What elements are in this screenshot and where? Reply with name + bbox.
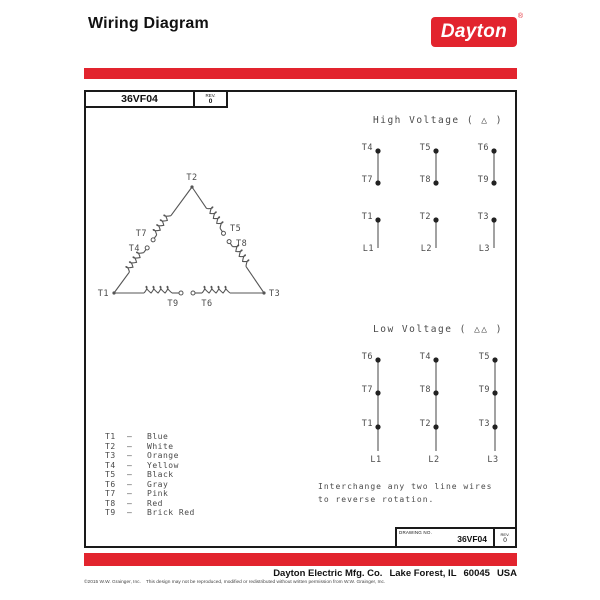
lv-label: L3 (487, 455, 499, 465)
legend-terminal: T7 (105, 489, 116, 498)
hv-label: T3 (477, 212, 489, 222)
drawing-rev-cell (493, 527, 517, 548)
legend-terminal: T3 (105, 451, 116, 460)
lv-label: T9 (478, 385, 490, 395)
legend-row (105, 508, 195, 518)
legend-row (105, 489, 195, 499)
lv-label: T6 (361, 352, 373, 362)
footer-company-line (84, 568, 517, 579)
hv-label: T1 (361, 212, 373, 222)
delta-label-t1: T1 (97, 289, 109, 299)
rotation-note-line1: Interchange any two line wires (318, 482, 493, 491)
hv-jumper-1 (362, 143, 381, 186)
hv-jumper-3 (478, 143, 497, 186)
hv-label: T6 (477, 143, 489, 153)
dayton-logo (431, 13, 523, 47)
delta-right-winding (190, 184, 269, 294)
rotation-note (318, 480, 493, 506)
legend-dash: — (127, 451, 133, 460)
drawing-rev-value: 0 (503, 536, 507, 544)
legend-row (105, 499, 195, 509)
legend-dash: — (127, 489, 133, 498)
copyright-notice: This design may not be reproduced, modified or redistributed without written permission from W.W. Grainger, Inc. (145, 580, 386, 585)
footer-company: Dayton Electric Mfg. Co. (273, 568, 383, 579)
header-rule-bar (84, 68, 517, 79)
lv-label: L2 (428, 455, 440, 465)
hv-label: T8 (419, 175, 431, 185)
low-voltage-diagram (337, 318, 519, 478)
lv-label: T4 (419, 352, 431, 362)
legend-dash: — (127, 479, 133, 489)
wire-color-legend (105, 432, 195, 518)
vertex-dot-t2 (190, 185, 193, 188)
high-voltage-title: High Voltage ( △ ) (373, 115, 503, 126)
lv-label: T1 (361, 419, 373, 429)
legend-terminal: T8 (105, 498, 116, 508)
drawing-number-cell (395, 527, 495, 548)
legend-color: Gray (147, 479, 169, 489)
hv-lead-2 (420, 212, 439, 254)
legend-terminal: T4 (105, 460, 116, 470)
legend-terminal: T1 (105, 432, 116, 441)
registered-trademark-icon: ® (517, 13, 523, 20)
copyright-year: ©2015 W.W. Grainger, Inc. (84, 580, 141, 585)
legend-color: Pink (147, 489, 169, 498)
lv-label: T2 (419, 419, 431, 429)
hv-label: L1 (362, 244, 374, 254)
drawing-sheet-border (84, 90, 517, 548)
title-block-drawing-no: 36VF04 (84, 90, 195, 108)
legend-terminal: T5 (105, 470, 116, 479)
legend-color: Brick Red (147, 508, 195, 517)
delta-label-t6: T6 (201, 299, 213, 309)
legend-dash: — (127, 441, 133, 451)
legend-row (105, 470, 195, 480)
dayton-logo-text: Dayton (440, 21, 508, 42)
drawing-no-value: 36VF04 (457, 534, 487, 544)
legend-dash: — (127, 498, 133, 508)
footer-rule-bar (84, 553, 517, 566)
hv-label: T7 (361, 175, 373, 185)
lv-column-1 (362, 352, 382, 465)
legend-terminal: T6 (105, 479, 116, 489)
delta-label-t9: T9 (167, 299, 179, 309)
footer-country: USA (496, 568, 517, 579)
delta-label-t4: T4 (128, 244, 140, 254)
legend-color: Red (147, 498, 163, 508)
legend-color: White (147, 441, 174, 451)
delta-label-t2: T2 (186, 173, 198, 183)
footer-zip: 60045 (463, 568, 490, 579)
legend-row (105, 451, 195, 461)
footer-city: Lake Forest, IL (389, 568, 457, 579)
delta-label-t8: T8 (236, 239, 248, 249)
lv-label: T3 (478, 419, 490, 429)
lv-label: T8 (419, 385, 431, 395)
vertex-dot-t1 (112, 291, 115, 294)
legend-terminal: T9 (105, 508, 116, 517)
footer-copyright-line (84, 580, 517, 585)
hv-jumper-2 (420, 143, 439, 186)
hv-lead-1 (362, 212, 381, 254)
low-voltage-title: Low Voltage ( △△ ) (373, 324, 503, 335)
delta-left-winding (109, 183, 193, 294)
lv-label: L1 (370, 455, 382, 465)
legend-dash: — (127, 470, 133, 479)
rev-label: REV. (205, 93, 216, 98)
lv-column-2 (420, 352, 440, 465)
hv-label: T4 (361, 143, 373, 153)
legend-dash: — (127, 508, 133, 517)
legend-row (105, 461, 195, 471)
legend-dash: — (127, 432, 133, 441)
legend-color: Yellow (147, 460, 179, 470)
rotation-note-line2: to reverse rotation. (318, 495, 435, 504)
legend-color: Orange (147, 451, 179, 460)
hv-lead-3 (478, 212, 497, 254)
hv-label: T5 (419, 143, 431, 153)
lv-column-3 (479, 352, 499, 465)
title-block (84, 90, 228, 108)
hv-label: T2 (419, 212, 431, 222)
legend-row (105, 432, 195, 442)
delta-bottom-winding (114, 286, 264, 295)
hv-label: L3 (478, 244, 490, 254)
vertex-dot-t3 (262, 291, 265, 294)
hv-label: L2 (420, 244, 432, 254)
high-voltage-diagram (337, 104, 519, 256)
legend-row (105, 480, 195, 490)
hv-label: T9 (477, 175, 489, 185)
lv-label: T7 (361, 385, 373, 395)
delta-label-t7: T7 (135, 229, 147, 239)
legend-row (105, 442, 195, 452)
delta-label-t5: T5 (230, 224, 242, 234)
legend-terminal: T2 (105, 441, 116, 451)
lv-label: T5 (478, 352, 490, 362)
drawing-no-label: DRAWING NO. (399, 530, 433, 535)
legend-color: Blue (147, 432, 169, 441)
legend-dash: — (127, 460, 133, 470)
delta-label-t3: T3 (269, 289, 281, 299)
drawing-number-block (395, 527, 517, 548)
drawing-rev-label: REV. (500, 531, 510, 537)
delta-winding-diagram (97, 170, 303, 310)
legend-color: Black (147, 470, 174, 479)
page-title: Wiring Diagram (88, 15, 209, 32)
title-block-rev-cell (195, 90, 228, 108)
rev-value: 0 (208, 98, 213, 105)
